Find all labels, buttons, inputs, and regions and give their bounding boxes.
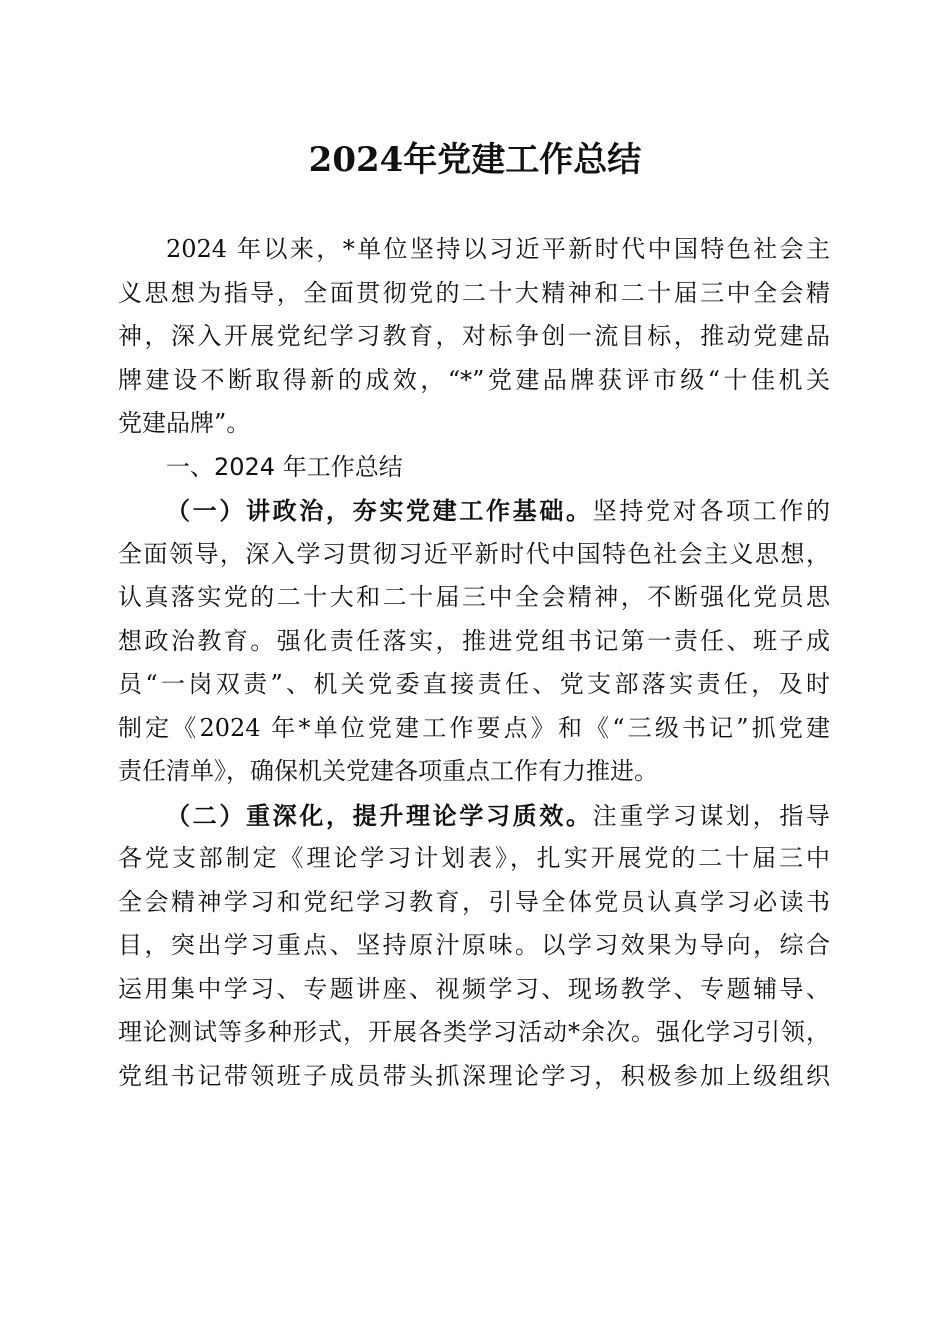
paragraph-line: 党组书记带领班子成员带头抓深理论学习，积极参加上级组织 [118,1061,830,1090]
paragraph-line [118,794,830,838]
paragraph-line: 员“一岗双责”、机关党委直接责任、党支部落实责任，及时 [118,670,830,698]
paragraph-line: 理论测试等多种形式，开展各类学习活动*余次。强化学习引领， [118,1018,830,1046]
paragraph-line [118,489,830,533]
paragraph-lead: （二）重深化，提升理论学习质效。 [166,800,593,830]
intro-line: 神，深入开展党纪学习教育，对标争创一流目标，推动党建品 [118,322,830,350]
section-heading: 一、2024 年工作总结 [166,452,403,481]
paragraph-text: 坚持党对各项工作的 [592,497,830,525]
document-body [118,228,830,1098]
paragraph-line: 运用集中学习、专题讲座、视频学习、现场教学、专题辅导、 [118,974,830,1003]
intro-line: 义思想为指导，全面贯彻党的二十大精神和二十届三中全会精 [118,278,830,307]
paragraph-text: 注重学习谋划，指导 [592,801,830,830]
intro-line: 牌建设不断取得新的成效，“*”党建品牌获评市级“十佳机关 [118,365,830,394]
paragraph-line: 目，突出学习重点、坚持原汁原味。以学习效果为导向，综合 [118,931,830,959]
paragraph-line: 责任清单》，确保机关党建各项重点工作有力推进。 [118,757,658,785]
document-title: 2024年党建工作总结 [308,140,642,180]
paragraph-line: 认真落实党的二十大和二十届三中全会精神，不断强化党员思 [118,583,830,611]
intro-line: 党建品牌”。 [118,409,251,437]
paragraph-line: 各党支部制定《理论学习计划表》，扎实开展党的二十届三中 [118,844,830,872]
paragraph-line: 想政治教育。强化责任落实，推进党组书记第一责任、班子成 [118,626,830,655]
intro-line: 2024 年以来，*单位坚持以习近平新时代中国特色社会主 [166,235,830,263]
paragraph-line: 全会精神学习和党纪学习教育，引导全体党员认真学习必读书 [118,887,830,916]
paragraph-line: 全面领导，深入学习贯彻习近平新时代中国特色社会主义思想， [118,539,830,568]
paragraph-line: 制定《2024 年*单位党建工作要点》和《“三级书记”抓党建 [118,713,830,742]
paragraph-lead: （一）讲政治，夯实党建工作基础。 [166,496,593,525]
